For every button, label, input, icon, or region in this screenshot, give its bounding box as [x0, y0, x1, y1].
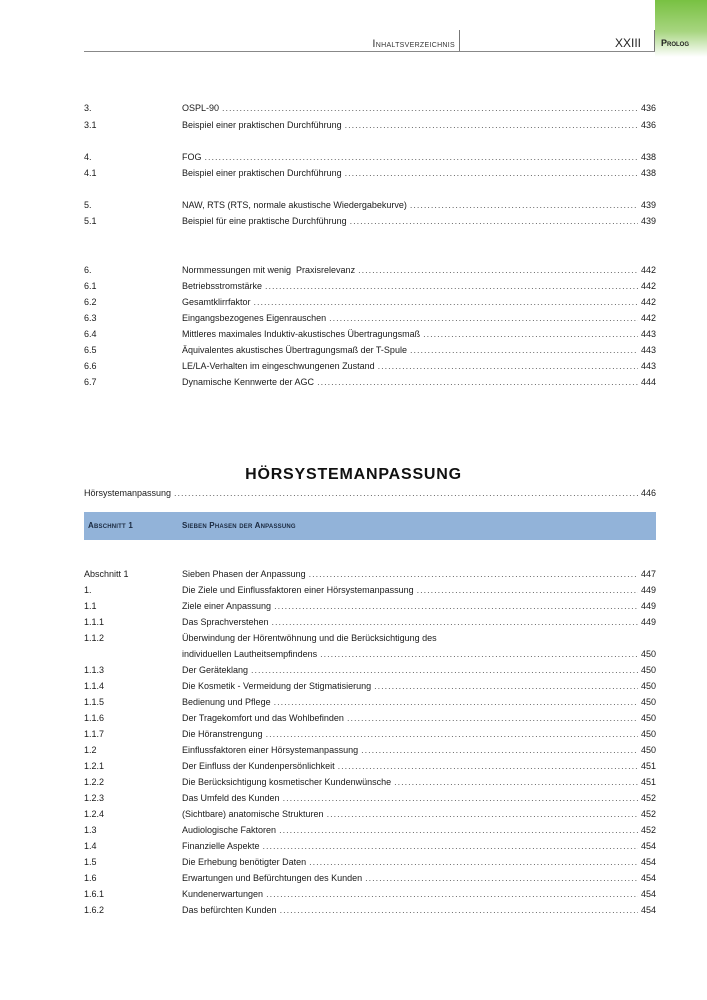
toc-title: Ziele einer Anpassung — [182, 601, 272, 611]
toc-row[interactable] — [84, 614, 656, 630]
toc-number: 1.1.3 — [84, 665, 105, 675]
toc-title: Überwindung der Hörentwöhnung und die Berücksichtigung des — [182, 633, 437, 643]
toc-title: OSPL-90 — [182, 103, 220, 113]
dot-leader — [274, 694, 638, 710]
toc-row[interactable] — [84, 278, 656, 294]
toc-number: 1.2.3 — [84, 793, 105, 803]
toc-row[interactable] — [84, 902, 656, 918]
toc-entry — [182, 870, 656, 886]
toc-number: 1.2.1 — [84, 761, 105, 771]
toc-number: 6.7 — [84, 377, 97, 387]
toc-page: 436 — [640, 120, 656, 130]
toc-title: Die Berücksichtigung kosmetischer Kundenwünsche — [182, 777, 392, 787]
toc-entry — [182, 886, 656, 902]
toc-number: 1.6.1 — [84, 889, 105, 899]
toc-page: 449 — [640, 617, 656, 627]
toc-entry — [182, 694, 656, 710]
toc-row[interactable] — [84, 870, 656, 886]
toc-title: Das befürchten Kunden — [182, 905, 277, 915]
toc-title: Der Einfluss der Kundenpersönlichkeit — [182, 761, 335, 771]
chapter-heading: HÖRSYSTEMANPASSUNG — [245, 466, 462, 483]
dot-leader — [410, 197, 638, 213]
toc-title: Beispiel einer praktischen Durchführung — [182, 168, 342, 178]
toc-row[interactable] — [84, 630, 656, 646]
toc-number: 6. — [84, 265, 92, 275]
toc-number: 1.5 — [84, 857, 97, 867]
dot-leader — [266, 886, 638, 902]
toc-page: 439 — [640, 216, 656, 226]
toc-title: Erwartungen und Befürchtungen des Kunden — [182, 873, 363, 883]
toc-entry — [182, 374, 656, 390]
toc-title: LE/LA-Verhalten im eingeschwungenen Zustand — [182, 361, 375, 371]
toc-number: 1.1.6 — [84, 713, 105, 723]
toc-number: 1.1.7 — [84, 729, 105, 739]
toc-number: 1. — [84, 585, 92, 595]
toc-entry — [182, 710, 656, 726]
toc-page: 446 — [640, 488, 656, 498]
toc-entry — [182, 662, 656, 678]
toc-entry — [182, 646, 656, 662]
toc-page: 442 — [640, 297, 656, 307]
toc-entry — [182, 678, 656, 694]
toc-entry — [182, 278, 656, 294]
dot-leader — [279, 822, 638, 838]
toc-row[interactable] — [84, 100, 656, 116]
toc-entry — [182, 902, 656, 918]
dot-leader — [174, 485, 638, 501]
toc-row[interactable] — [84, 358, 656, 374]
dot-leader — [272, 614, 638, 630]
toc-number: 3.1 — [84, 120, 97, 130]
toc-title: NAW, RTS (RTS, normale akustische Wiedergabekurve) — [182, 200, 407, 210]
toc-entry — [182, 100, 656, 116]
toc-page: 454 — [640, 889, 656, 899]
toc-page: 450 — [640, 697, 656, 707]
toc-entry — [182, 758, 656, 774]
toc-title: Hörsystemanpassung — [84, 488, 172, 498]
toc-entry — [182, 165, 656, 181]
toc-number: 6.1 — [84, 281, 97, 291]
running-header-title: Inhaltsverzeichnis — [372, 38, 455, 50]
toc-number: 6.3 — [84, 313, 97, 323]
toc-number: 1.1.5 — [84, 697, 105, 707]
toc-entry — [182, 726, 656, 742]
toc-number: 1.1.4 — [84, 681, 105, 691]
section-band-title: Sieben Phasen der Anpassung — [182, 521, 296, 530]
toc-number: 1.6.2 — [84, 905, 105, 915]
toc-title: Die Kosmetik - Vermeidung der Stigmatisierung — [182, 681, 372, 691]
dot-leader — [251, 662, 638, 678]
toc-row[interactable] — [84, 117, 656, 133]
dot-leader — [374, 678, 638, 694]
toc-row[interactable] — [84, 342, 656, 358]
toc-number: 4.1 — [84, 168, 97, 178]
toc-page: 452 — [640, 809, 656, 819]
toc-row[interactable] — [84, 710, 656, 726]
dot-leader — [309, 854, 638, 870]
toc-page: 454 — [640, 905, 656, 915]
dot-leader — [263, 838, 638, 854]
toc-title: Sieben Phasen der Anpassung — [182, 569, 306, 579]
dot-leader — [222, 100, 638, 116]
toc-title: (Sichtbare) anatomische Strukturen — [182, 809, 324, 819]
dot-leader — [280, 902, 638, 918]
toc-title: Äquivalentes akustisches Übertragungsmaß der T-Spule — [182, 345, 407, 355]
toc-row[interactable] — [84, 854, 656, 870]
toc-entry — [182, 774, 656, 790]
dot-leader — [329, 310, 638, 326]
toc-page: 450 — [640, 649, 656, 659]
toc-page: 452 — [640, 825, 656, 835]
toc-entry — [182, 310, 656, 326]
dot-leader — [423, 326, 638, 342]
toc-page: 454 — [640, 857, 656, 867]
toc-row-continuation[interactable] — [84, 646, 656, 662]
toc-title: Eingangsbezogenes Eigenrauschen — [182, 313, 327, 323]
toc-title: Die Ziele und Einflussfaktoren einer Hörsystemanpassung — [182, 585, 414, 595]
toc-page: 447 — [640, 569, 656, 579]
dot-leader — [361, 742, 638, 758]
dot-leader — [410, 342, 638, 358]
dot-leader — [350, 213, 638, 229]
toc-row[interactable] — [84, 310, 656, 326]
toc-number: 1.3 — [84, 825, 97, 835]
toc-row[interactable] — [84, 822, 656, 838]
toc-number: 4. — [84, 152, 92, 162]
toc-page: 439 — [640, 200, 656, 210]
dot-leader — [205, 149, 638, 165]
toc-title: FOG — [182, 152, 202, 162]
toc-page: 454 — [640, 841, 656, 851]
toc-page: 449 — [640, 601, 656, 611]
toc-entry — [182, 630, 656, 646]
dot-leader — [327, 806, 638, 822]
toc-row[interactable] — [84, 165, 656, 181]
toc-page: 442 — [640, 281, 656, 291]
section-band — [84, 512, 656, 540]
header-rule — [84, 51, 655, 52]
dot-leader — [347, 710, 638, 726]
toc-title: Betriebsstromstärke — [182, 281, 263, 291]
toc-page: 450 — [640, 729, 656, 739]
toc-row[interactable] — [84, 806, 656, 822]
toc-entry — [182, 854, 656, 870]
toc-row[interactable] — [84, 774, 656, 790]
toc-entry — [182, 598, 656, 614]
toc-page: 449 — [640, 585, 656, 595]
toc-title: Die Erhebung benötigter Daten — [182, 857, 307, 867]
toc-page: 450 — [640, 745, 656, 755]
toc-entry — [182, 262, 656, 278]
toc-number: 1.2.2 — [84, 777, 105, 787]
toc-entry — [182, 790, 656, 806]
toc-title: Der Tragekomfort und das Wohlbefinden — [182, 713, 344, 723]
dot-leader — [254, 294, 638, 310]
toc-row[interactable] — [84, 886, 656, 902]
toc-row[interactable] — [84, 262, 656, 278]
dot-leader — [338, 758, 638, 774]
dot-leader — [378, 358, 638, 374]
toc-page: 443 — [640, 329, 656, 339]
toc-entry — [182, 822, 656, 838]
toc-row[interactable] — [84, 742, 656, 758]
toc-row[interactable] — [84, 294, 656, 310]
toc-number: 3. — [84, 103, 92, 113]
dot-leader — [417, 582, 638, 598]
toc-row[interactable] — [84, 838, 656, 854]
toc-number: 5. — [84, 200, 92, 210]
dot-leader — [358, 262, 638, 278]
dot-leader — [283, 790, 638, 806]
toc-entry — [182, 838, 656, 854]
toc-page: 451 — [640, 761, 656, 771]
toc-number: 1.6 — [84, 873, 97, 883]
toc-title: Das Umfeld des Kunden — [182, 793, 280, 803]
dot-leader — [266, 726, 638, 742]
section-label: Prolog — [661, 38, 690, 48]
toc-entry — [182, 294, 656, 310]
toc-title: Gesamtklirrfaktor — [182, 297, 251, 307]
toc-number: 1.1.2 — [84, 633, 105, 643]
toc-row[interactable] — [84, 662, 656, 678]
toc-entry — [182, 213, 656, 229]
dot-leader — [274, 598, 638, 614]
toc-entry — [182, 582, 656, 598]
toc-entry — [182, 566, 656, 582]
toc-entry — [182, 742, 656, 758]
toc-row[interactable] — [84, 213, 656, 229]
toc-number: 1.1 — [84, 601, 97, 611]
toc-title: Einflussfaktoren einer Hörsystemanpassung — [182, 745, 359, 755]
toc-row[interactable] — [84, 726, 656, 742]
dot-leader — [309, 566, 638, 582]
toc-row[interactable] — [84, 678, 656, 694]
toc-number: 6.5 — [84, 345, 97, 355]
toc-page: 443 — [640, 361, 656, 371]
toc-row[interactable] — [84, 598, 656, 614]
toc-page: 442 — [640, 313, 656, 323]
chapter-toc-row[interactable] — [84, 485, 656, 501]
toc-title: Audiologische Faktoren — [182, 825, 277, 835]
toc-number: Abschnitt 1 — [84, 569, 129, 579]
toc-page: 438 — [640, 168, 656, 178]
toc-title: individuellen Lautheitsempfindens — [182, 649, 318, 659]
toc-entry — [182, 342, 656, 358]
toc-row[interactable] — [84, 326, 656, 342]
toc-page: 444 — [640, 377, 656, 387]
toc-title: Die Höranstrengung — [182, 729, 263, 739]
toc-number: 6.2 — [84, 297, 97, 307]
toc-page: 452 — [640, 793, 656, 803]
dot-leader — [320, 646, 638, 662]
toc-entry — [182, 117, 656, 133]
dot-leader — [317, 374, 638, 390]
toc-row[interactable] — [84, 566, 656, 582]
toc-number: 5.1 — [84, 216, 97, 226]
toc-page: 450 — [640, 681, 656, 691]
dot-leader — [345, 165, 638, 181]
page-number: XXIII — [615, 36, 642, 50]
toc-title: Finanzielle Aspekte — [182, 841, 260, 851]
toc-number: 1.1.1 — [84, 617, 105, 627]
dot-leader — [365, 870, 638, 886]
toc-page: 450 — [640, 713, 656, 723]
toc-title: Dynamische Kennwerte der AGC — [182, 377, 315, 387]
toc-row[interactable] — [84, 197, 656, 213]
toc-page: 450 — [640, 665, 656, 675]
toc-title: Der Geräteklang — [182, 665, 249, 675]
toc-title: Beispiel für eine praktische Durchführung — [182, 216, 347, 226]
toc-page: 451 — [640, 777, 656, 787]
toc-title: Kundenerwartungen — [182, 889, 264, 899]
toc-title: Bedienung und Pflege — [182, 697, 271, 707]
header-divider — [459, 30, 460, 51]
toc-entry — [182, 614, 656, 630]
toc-page: 436 — [640, 103, 656, 113]
toc-number: 1.4 — [84, 841, 97, 851]
toc-row[interactable] — [84, 790, 656, 806]
toc-number: 1.2.4 — [84, 809, 105, 819]
toc-page: 438 — [640, 152, 656, 162]
toc-entry — [182, 197, 656, 213]
toc-entry — [182, 358, 656, 374]
toc-page: 443 — [640, 345, 656, 355]
toc-page: 442 — [640, 265, 656, 275]
dot-leader — [394, 774, 638, 790]
dot-leader — [265, 278, 638, 294]
toc-row[interactable] — [84, 374, 656, 390]
toc-title: Beispiel einer praktischen Durchführung — [182, 120, 342, 130]
dot-leader — [345, 117, 638, 133]
toc-title: Normmessungen mit wenig Praxisrelevanz — [182, 265, 356, 275]
toc-number: 1.2 — [84, 745, 97, 755]
toc-page: 454 — [640, 873, 656, 883]
toc-row[interactable] — [84, 694, 656, 710]
toc-row[interactable] — [84, 149, 656, 165]
toc-entry — [182, 806, 656, 822]
section-band-label: Abschnitt 1 — [88, 521, 133, 530]
toc-row[interactable] — [84, 758, 656, 774]
toc-number: 6.6 — [84, 361, 97, 371]
toc-title: Das Sprachverstehen — [182, 617, 269, 627]
toc-entry — [84, 485, 656, 501]
section-color-tab — [655, 0, 707, 57]
header-divider — [654, 30, 655, 51]
toc-entry — [182, 326, 656, 342]
toc-title: Mittleres maximales Induktiv-akustisches Übertragungsmaß — [182, 329, 421, 339]
toc-number: 6.4 — [84, 329, 97, 339]
toc-row[interactable] — [84, 582, 656, 598]
toc-entry — [182, 149, 656, 165]
